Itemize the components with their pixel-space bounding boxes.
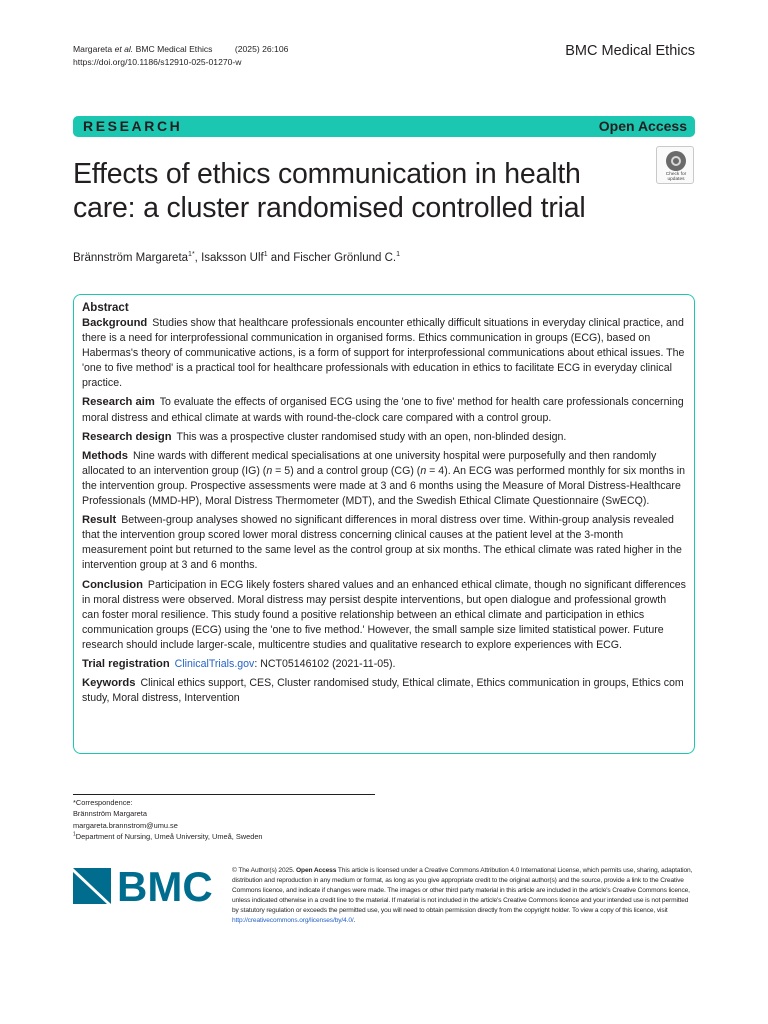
footnotes [73, 797, 263, 843]
correspondence-label: *Correspondence: [73, 798, 133, 807]
author-list: Brännström Margareta$^{1*}$, Isaksson Ulf$^1$ and Fischer Grönlund C.$^1$ [73, 251, 400, 264]
journal-name: BMC Medical Ethics [565, 43, 695, 59]
license-url-link[interactable]: http://creativecommons.org/licenses/by/4.0/ [232, 917, 354, 925]
abstract-trial-registration: Trial registration ClinicalTrials.gov: NCT05146102 (2021-11-05). [82, 657, 396, 670]
abstract-research-design: Research design This was a prospective cluster randomised study with an open, non-blinded design. [82, 430, 567, 443]
abstract-box [73, 294, 695, 754]
check-for-updates-button[interactable] [656, 146, 694, 184]
abstract-methods: Methods Nine wards with different medical specialisations at one university hospital were purposefully and then randomly allocated to an intervention group (IG) (n = 5) and a control group (CG) (n = 4). An ECG was performed monthly for six months in the intervention group. Prospective assessments were made at 3 and 6 months using the Measure of Moral Distress-Healthcare Professionals (MMD-HP), Moral Distress Thermometer (MDT), and the Swedish Ethical Climate Questionnaire (SwECQ). [82, 449, 685, 508]
header-journal-short: BMC Medical Ethics [135, 44, 213, 54]
affiliation: $^1$Department of Nursing, Umeå University, Umeå, Sweden [73, 831, 263, 842]
correspondence-name: Brännström Margareta [73, 809, 147, 819]
abstract-conclusion: Conclusion Participation in ECG likely fosters shared values and an enhanced ethical climate, though no significant differences in moral distress were observed. Moral distress may persist despite interventions, but open dialogue and professional growth can foster moral resilience. This study found a positive relationship between an ethical climate and participation in ethics communication groups (ECG) using the 'one to five method.' However, the small sample size limited statistical power. Future research should include larger-scale, multicentre studies and qualitative research to explore experiences with ECG. [82, 578, 686, 651]
correspondence-email[interactable]: margareta.brannstrom@umu.se [73, 820, 178, 830]
article-type-label: RESEARCH [83, 118, 183, 134]
abstract-result: Result Between-group analyses showed no significant differences in moral distress over time. Within-group analysis revealed that the intervention group scored lower moral distress concerning clinical causes at the patient level at the 3-month measurement point but returned to the same level as the control group at six months. The ethical climate was rated higher in the intervention group at 3 and 6 months. [82, 514, 682, 572]
abstract-background: Background Studies show that healthcare professionals encounter ethically difficult situations in everyday clinical practice, and there is a need for interprofessional communication in organised forms. Ethics communication in groups (ECG), based on Habermas's theory of communicative actions, is a form of support for interprofessional communications about ethical issues. The 'one to five method' is a practical tool for healthcare professionals with education in ethics to facilitate ECG in everyday clinical practice. [82, 317, 685, 390]
conclusion-label: Conclusion [82, 578, 143, 591]
license-open-access-label: Open Access [296, 867, 337, 874]
check-for-updates-icon [666, 151, 686, 171]
header-et-al: et al. [114, 44, 134, 54]
abstract-heading: Abstract [82, 302, 129, 314]
author-3-affiliation: 1 [396, 251, 400, 259]
background-label: Background [82, 317, 148, 329]
header-citation-block [73, 43, 288, 69]
author-2: Isaksson Ulf [201, 252, 264, 264]
bmc-logo-text: BMC [117, 866, 213, 906]
result-label: Result [82, 514, 117, 527]
header-citation: (2025) 26:106 [234, 44, 289, 54]
article-type-banner [73, 116, 695, 137]
trial-registration-label: Trial registration [82, 657, 170, 670]
author-1-affiliation: 1* [188, 251, 195, 259]
title-line-1: Effects of ethics communication in health [73, 158, 581, 190]
bmc-logo-graphic [73, 866, 215, 906]
title-line-2: care: a cluster randomised controlled trial [73, 192, 586, 224]
footnote-divider [73, 794, 375, 795]
open-access-label: Open Access [598, 118, 687, 134]
clinicaltrials-link[interactable]: ClinicalTrials.gov [174, 657, 255, 670]
abstract-keywords: Keywords Clinical ethics support, CES, Cluster randomised study, Ethical climate, Ethics communication in groups, Ethics com study, Moral distress, Intervention [82, 677, 684, 705]
research-design-label: Research design [82, 430, 172, 443]
author-2-affiliation: 1 [263, 251, 268, 259]
keywords-label: Keywords [82, 677, 136, 690]
license-statement: © The Author(s) 2025. Open Access This article is licensed under a Creative Commons Attribution 4.0 International License, which permits use, sharing, adaptation, distribution and reproduction in any medium or format, as long as you give appropriate credit to the original author(s) and the source, provide a link to the Creative Commons licence, and indicate if changes were made. The images or other third party material in this article are included in the article's Creative Commons licence, unless indicated otherwise in a credit line to the material. If material is not included in the article's Creative Commons licence and your intended use is not permitted by statutory regulation or exceeds the permitted use, you will need to obtain permission directly from the copyright holder. To view a copy of this licence, visit http://creativecommons.org/licenses/by/4.0/. [232, 867, 693, 925]
abstract-research-aim: Research aim To evaluate the effects of organised ECG using the 'one to five' method for health care professionals concerning moral distress and ethical climate at wards with round-the-clock care compared with a control group. [82, 396, 684, 424]
author-1: Brännström Margareta [73, 252, 189, 264]
research-aim-label: Research aim [82, 396, 155, 409]
bmc-logo [73, 866, 215, 906]
header-doi-link[interactable]: https://doi.org/10.1186/s12910-025-01270-w [73, 57, 242, 67]
methods-label: Methods [82, 449, 128, 462]
check-for-updates-text: Check for updates [665, 172, 687, 182]
author-3: Fischer Grönlund C. [293, 252, 397, 264]
article-title [73, 157, 633, 225]
header-authors: Margareta [73, 44, 113, 54]
